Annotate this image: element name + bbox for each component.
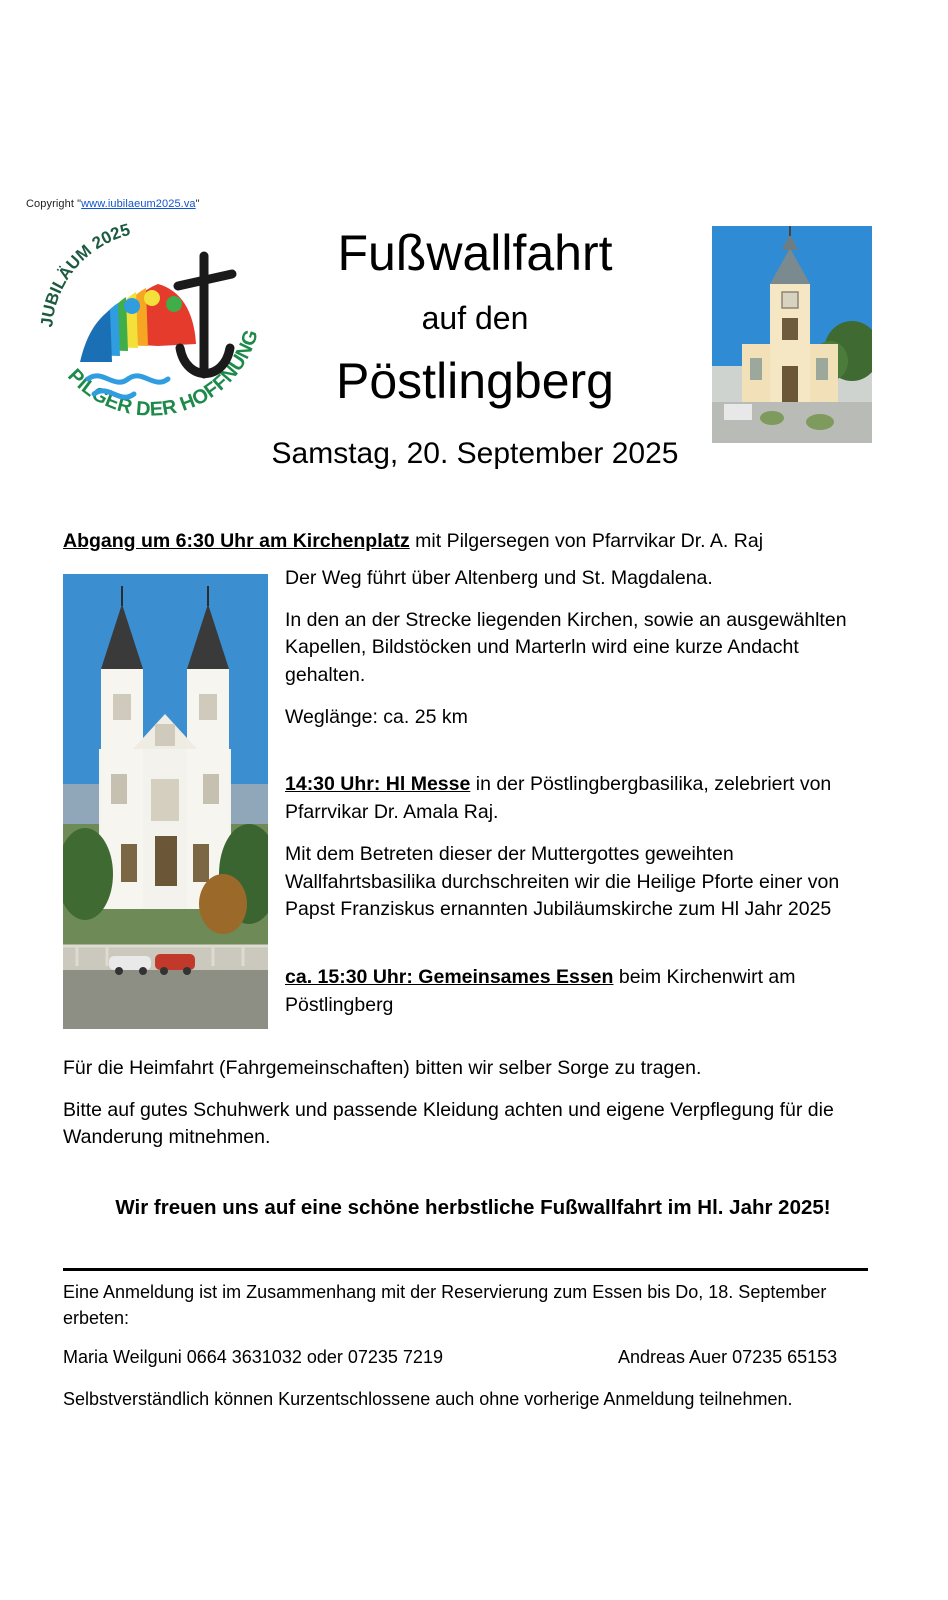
distance-paragraph: Weglänge: ca. 25 km [285,705,468,728]
section-divider [63,1268,868,1271]
mass-bold: 14:30 Uhr: Hl Messe [285,773,471,796]
spacer [285,745,883,771]
mass-rest: in der Pöstlingbergbasilika, zelebriert von Pfarrvikar Dr. Amala Raj. [285,773,832,824]
contact-maria-weilguni: Maria Weilguni 0664 3631032 oder 07235 7219 [63,1347,443,1368]
poestlingberg-basilica-photo [63,574,268,1029]
return-trip-paragraph: Für die Heimfahrt (Fahrgemeinschaften) bitten wir selber Sorge zu tragen. [63,1057,702,1079]
svg-text:JUBILÄUM 2025: JUBILÄUM 2025 [37,220,133,329]
meal-rest: beim Kirchenwirt am Pöstlingberg [285,965,796,1016]
departure-line [63,528,883,556]
holy-door-paragraph: Mit dem Betreten dieser der Muttergottes geweihten Wallfahrtsbasilika durchschreiten wir die Heilige Pforte einer von Papst Franziskus ernannten Jubiläumskirche zum Hl Jahr 2025 [285,842,840,921]
mass-paragraph [285,771,883,826]
copyright-suffix: " [195,198,200,210]
closing-highlight: Wir freuen uns auf eine schöne herbstliche Fußwallfahrt im Hl. Jahr 2025! [115,1196,831,1219]
meal-paragraph [285,964,883,1019]
equipment-paragraph: Bitte auf gutes Schuhwerk und passende Kleidung achten und eigene Verpflegung für die Wanderung mitnehmen. [63,1098,834,1149]
walk-in-note: Selbstverständlich können Kurzentschlossene auch ohne vorherige Anmeldung teilnehmen. [63,1389,793,1410]
route-paragraph: Der Weg führt über Altenberg und St. Magdalena. [285,567,713,589]
page-title-destination: Pöstlingberg [336,353,614,409]
event-date: Samstag, 20. September 2025 [271,437,679,470]
departure-bold: Abgang um 6:30 Uhr am Kirchenplatz [63,530,410,552]
copyright-link[interactable]: www.iubilaeum2025.va [81,198,196,210]
meal-bold: ca. 15:30 Uhr: Gemeinsames Essen [285,965,614,988]
copyright-notice [26,198,200,210]
copyright-prefix: Copyright " [26,198,82,210]
footer-section [63,1280,883,1429]
page-subtitle: auf den [421,300,529,336]
departure-rest: mit Pilgersegen von Pfarrvikar Dr. A. Raj [409,530,764,552]
body-right-column [285,565,883,1033]
body-full-width [63,1055,883,1166]
contact-row [63,1347,883,1371]
spacer-2 [285,938,883,964]
devotions-paragraph: In den an der Strecke liegenden Kirchen, sowie an ausgewählten Kapellen, Bildstöcken und Marterln wird eine kurze Andacht gehalten. [285,608,847,687]
registration-note: Eine Anmeldung ist im Zusammenhang mit der Reservierung zum Essen bis Do, 18. September erbeten: [63,1282,827,1328]
page-title: Fußwallfahrt [337,225,613,281]
parish-church-photo [712,226,872,443]
svg-text:PILGER DER HOFFNUNG: PILGER DER HOFFNUNG [63,327,263,421]
contact-andreas-auer: Andreas Auer 07235 65153 [618,1347,838,1368]
